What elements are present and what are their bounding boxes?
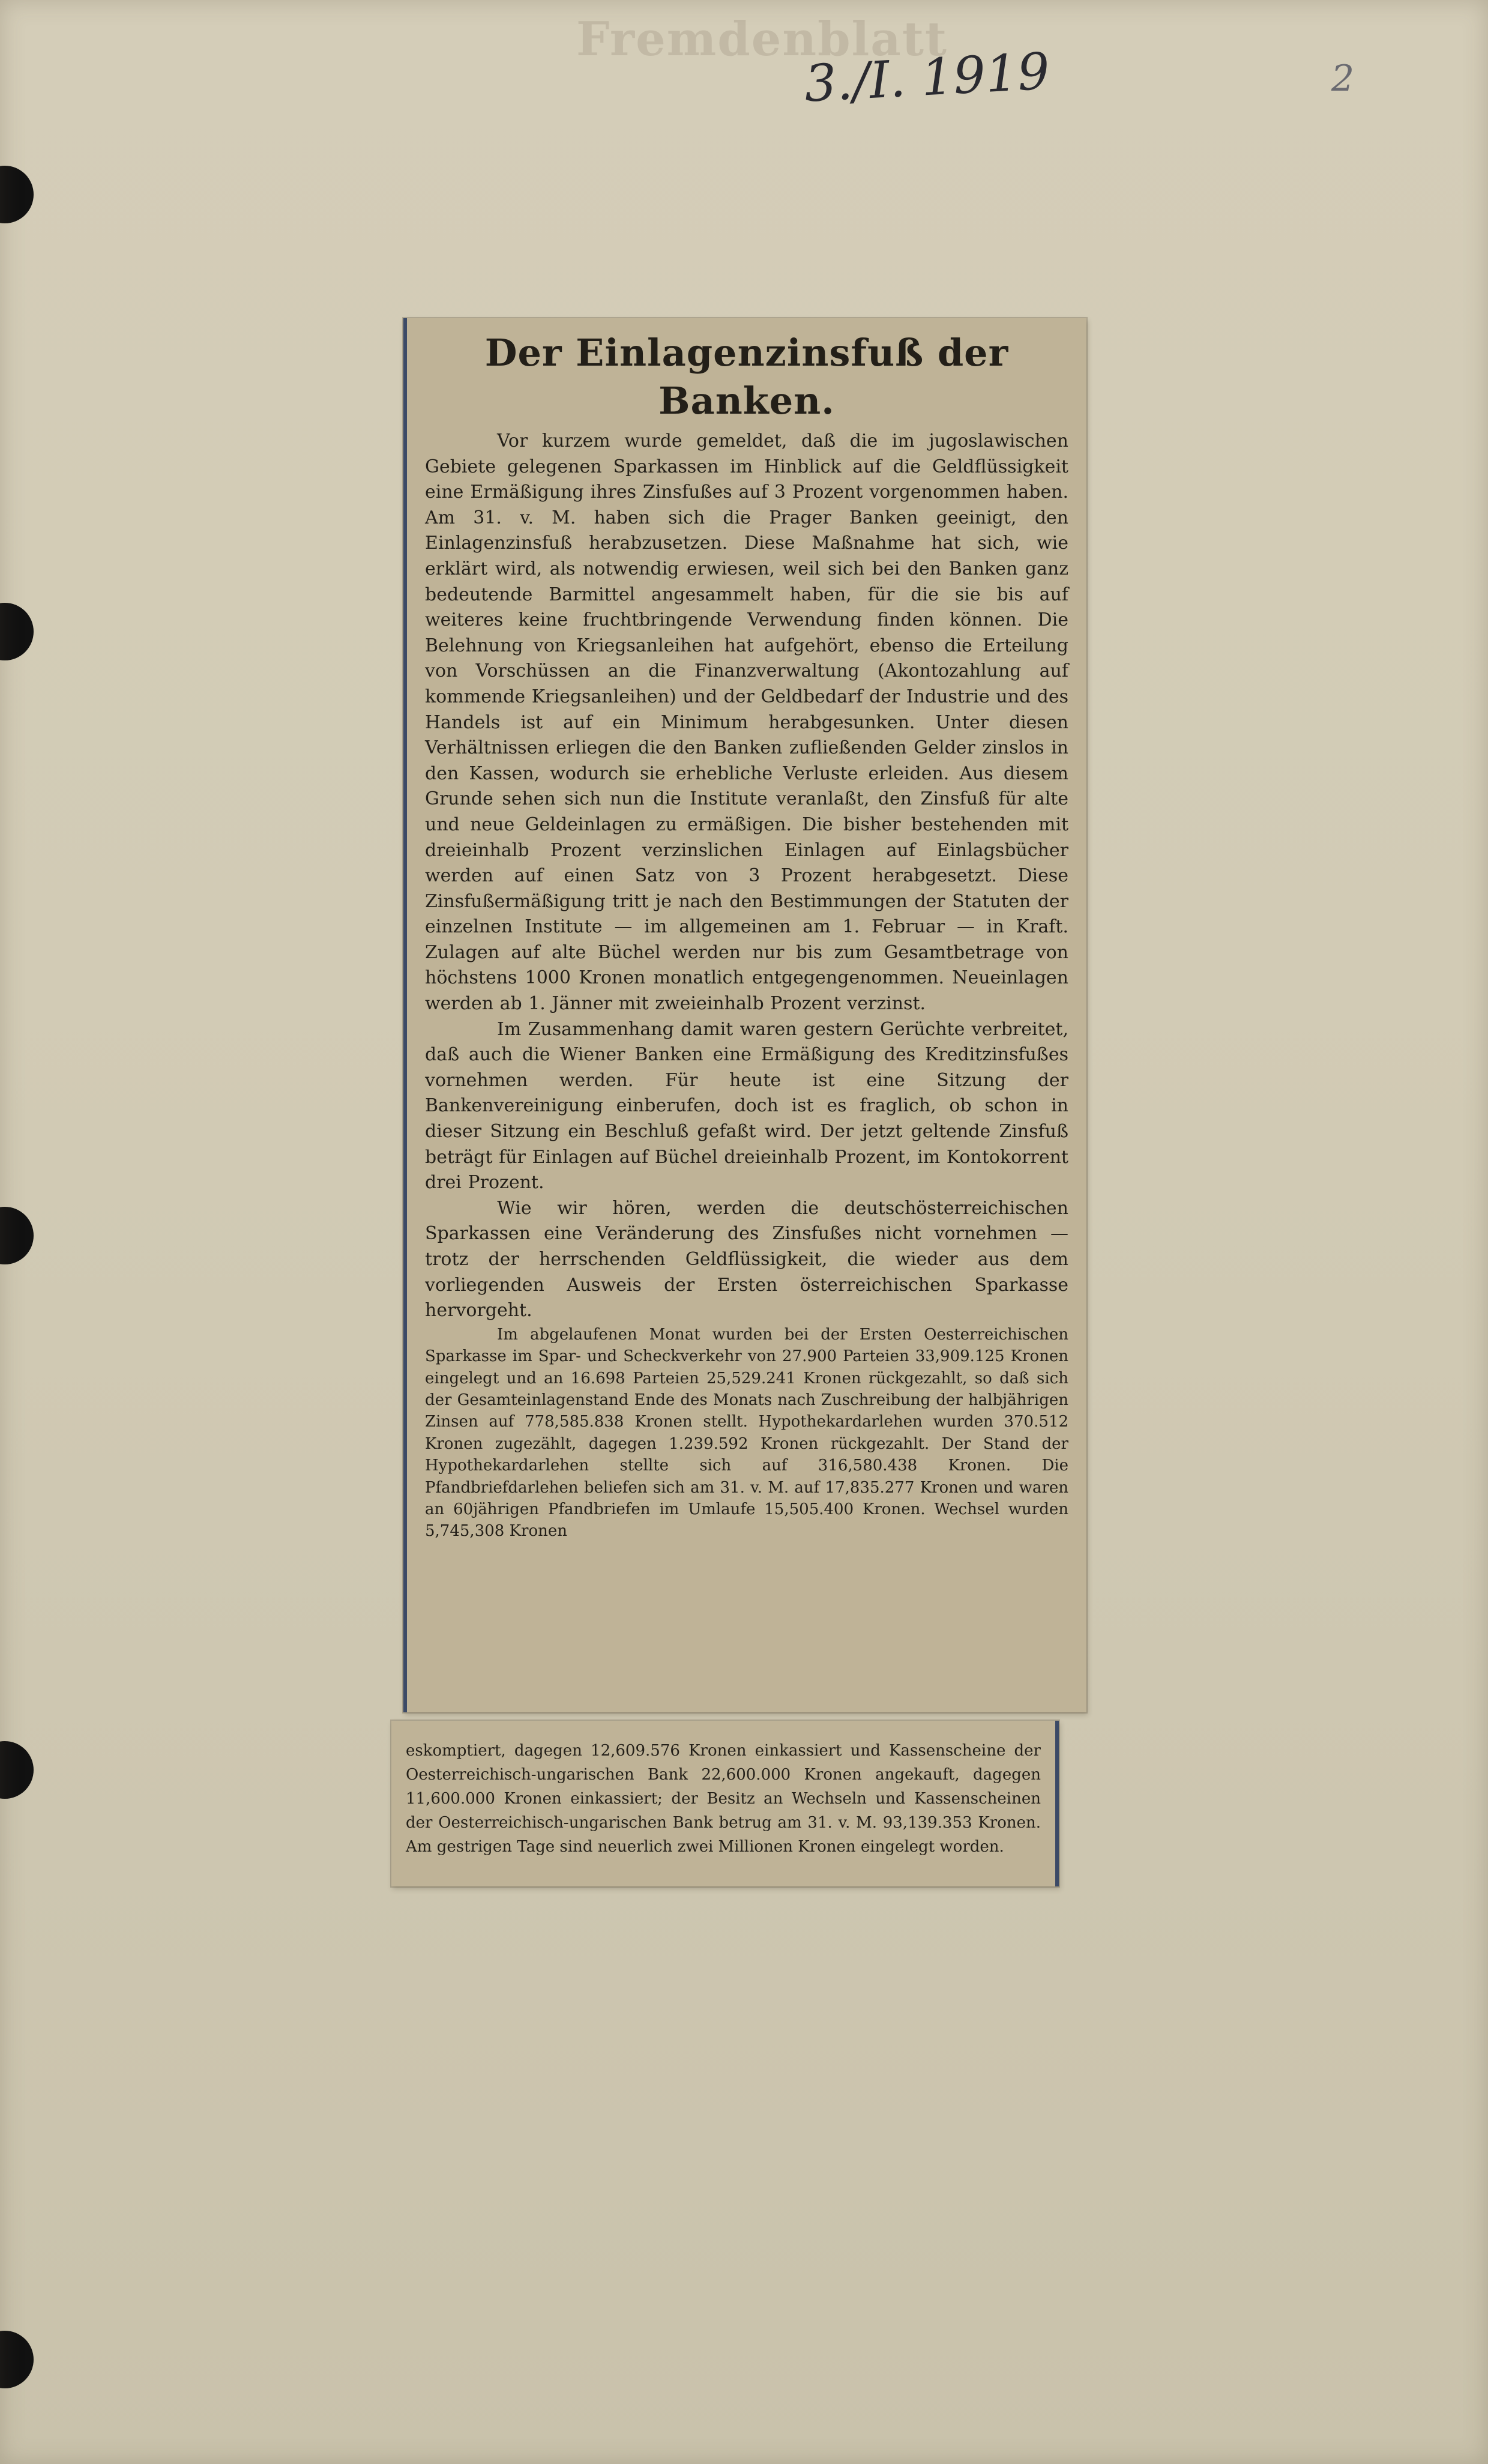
article-paragraph-small: Im abgelaufenen Monat wurden bei der Ersten Oesterreichischen Sparkasse im Spar- und Scheckverkehr von 27.900 Parteien 33,909.125 Kronen eingelegt und an 16.698 Parteien 25,529.241 Kronen rückgezahlt, so daß sich der Gesamteinlagenstand Ende des Monats nach Zuschreibung der halbjährigen Zinsen auf 778,585.838 Kronen stellt. Hypothekardarlehen wurden 370.512 Kronen zugezählt, dagegen 1.239.592 Kronen rückgezahlt. Der Stand der Hypothekardarlehen stellte sich auf 316,580.438 Kronen. Die Pfandbriefdarlehen beliefen sich am 31. v. M. auf 17,835.277 Kronen und waren an 60jährigen Pfandbriefen im Umlaufe 15,505.400 Kronen. Wechsel wurden 5,745,308 Kronen bbox=[425, 1325, 1068, 1541]
faded-stamp: Fremdenblatt bbox=[576, 12, 948, 67]
newspaper-clipping bbox=[403, 318, 1086, 1712]
punch-hole bbox=[0, 1207, 34, 1264]
punch-hole bbox=[0, 2331, 34, 2388]
article-paragraph: Im Zusammenhang damit waren gestern Gerüchte verbreitet, daß auch die Wiener Banken eine Ermäßigung des Kreditzinsfußes vornehmen werden. Für heute ist eine Sitzung der Bankenvereinigung einberufen, doch ist es fraglich, ob schon in dieser Sitzung ein Beschluß gefaßt wird. Der jetzt geltende Zinsfuß beträgt für Einlagen auf Büchel dreieinhalb Prozent, im Kontokorrent drei Prozent. bbox=[425, 1018, 1068, 1194]
punch-hole bbox=[0, 166, 34, 223]
punch-hole bbox=[0, 603, 34, 660]
article-paragraph: Vor kurzem wurde gemeldet, daß die im jugoslawischen Gebiete gelegenen Sparkassen im Hinblick auf die Geldflüssigkeit eine Ermäßigung ihres Zinsfußes auf 3 Prozent vorgenommen haben. Am 31. v. M. haben sich die Prager Banken geeinigt, den Einlagenzinsfuß herabzusetzen. Diese Maßnahme hat sich, wie erklärt wird, als notwendig erwiesen, weil sich bei den Banken ganz bedeutende Barmittel angesammelt haben, für die sie bis auf weiteres keine fruchtbringende Verwendung finden können. Die Belehnung von Kriegsanleihen hat aufgehört, ebenso die Erteilung von Vorschüssen an die Finanzverwaltung (Akontozahlung auf kommende Kriegsanleihen) und der Geldbedarf der Industrie und des Handels ist auf ein Minimum herabgesunken. Unter diesen Verhältnissen erliegen die den Banken zufließenden Gelder zinslos in den Kassen, wodurch sie erhebliche Verluste erleiden. Aus diesem Grunde sehen sich nun die Institute veranlaßt, den Zinsfuß für alte und neue Geldeinlagen zu ermäßigen. Die bisher bestehenden mit dreieinhalb Prozent verzinslichen Einlagen auf Einlagsbücher werden auf einen Satz von 3 Prozent herabgesetzt. Diese Zinsfußermäßigung tritt je nach den Bestimmungen der Statuten der einzelnen Institute — im allgemeinen am 1. Februar — in Kraft. Zulagen auf alte Büchel werden nur bis zum Gesamtbetrage von höchstens 1000 Kronen monatlich entgegengenommen. Neueinlagen werden ab 1. Jänner mit zweieinhalb Prozent verzinst. bbox=[425, 430, 1068, 1015]
newspaper-clipping-continuation bbox=[391, 1721, 1059, 1886]
handwritten-date: 3./I. 1919 bbox=[803, 41, 1052, 113]
punch-hole bbox=[0, 1741, 34, 1799]
article-paragraph: Wie wir hören, werden die deutschösterreichischen Sparkassen eine Veränderung des Zinsfußes nicht vornehmen — trotz der herrschenden Geldflüssigkeit, die wieder aus dem vorliegenden Ausweis der Ersten österreichischen Sparkasse hervorgeht. bbox=[425, 1197, 1068, 1321]
handwritten-page-number: 2 bbox=[1331, 58, 1355, 100]
article-continuation: eskomptiert, dagegen 12,609.576 Kronen einkassiert und Kassenscheine der Oesterreichisch-ungarischen Bank 22,600.000 Kronen angekauft, dagegen 11,600.000 Kronen einkassiert; der Besitz an Wechseln und Kassenscheinen der Oesterreichisch-ungarischen Bank betrug am 31. v. M. 93,139.353 Kronen. Am gestrigen Tage sind neuerlich zwei Millionen Kronen eingelegt worden. bbox=[406, 1742, 1041, 1856]
article-headline: Der Einlagenzinsfuß der Banken. bbox=[484, 331, 1009, 423]
